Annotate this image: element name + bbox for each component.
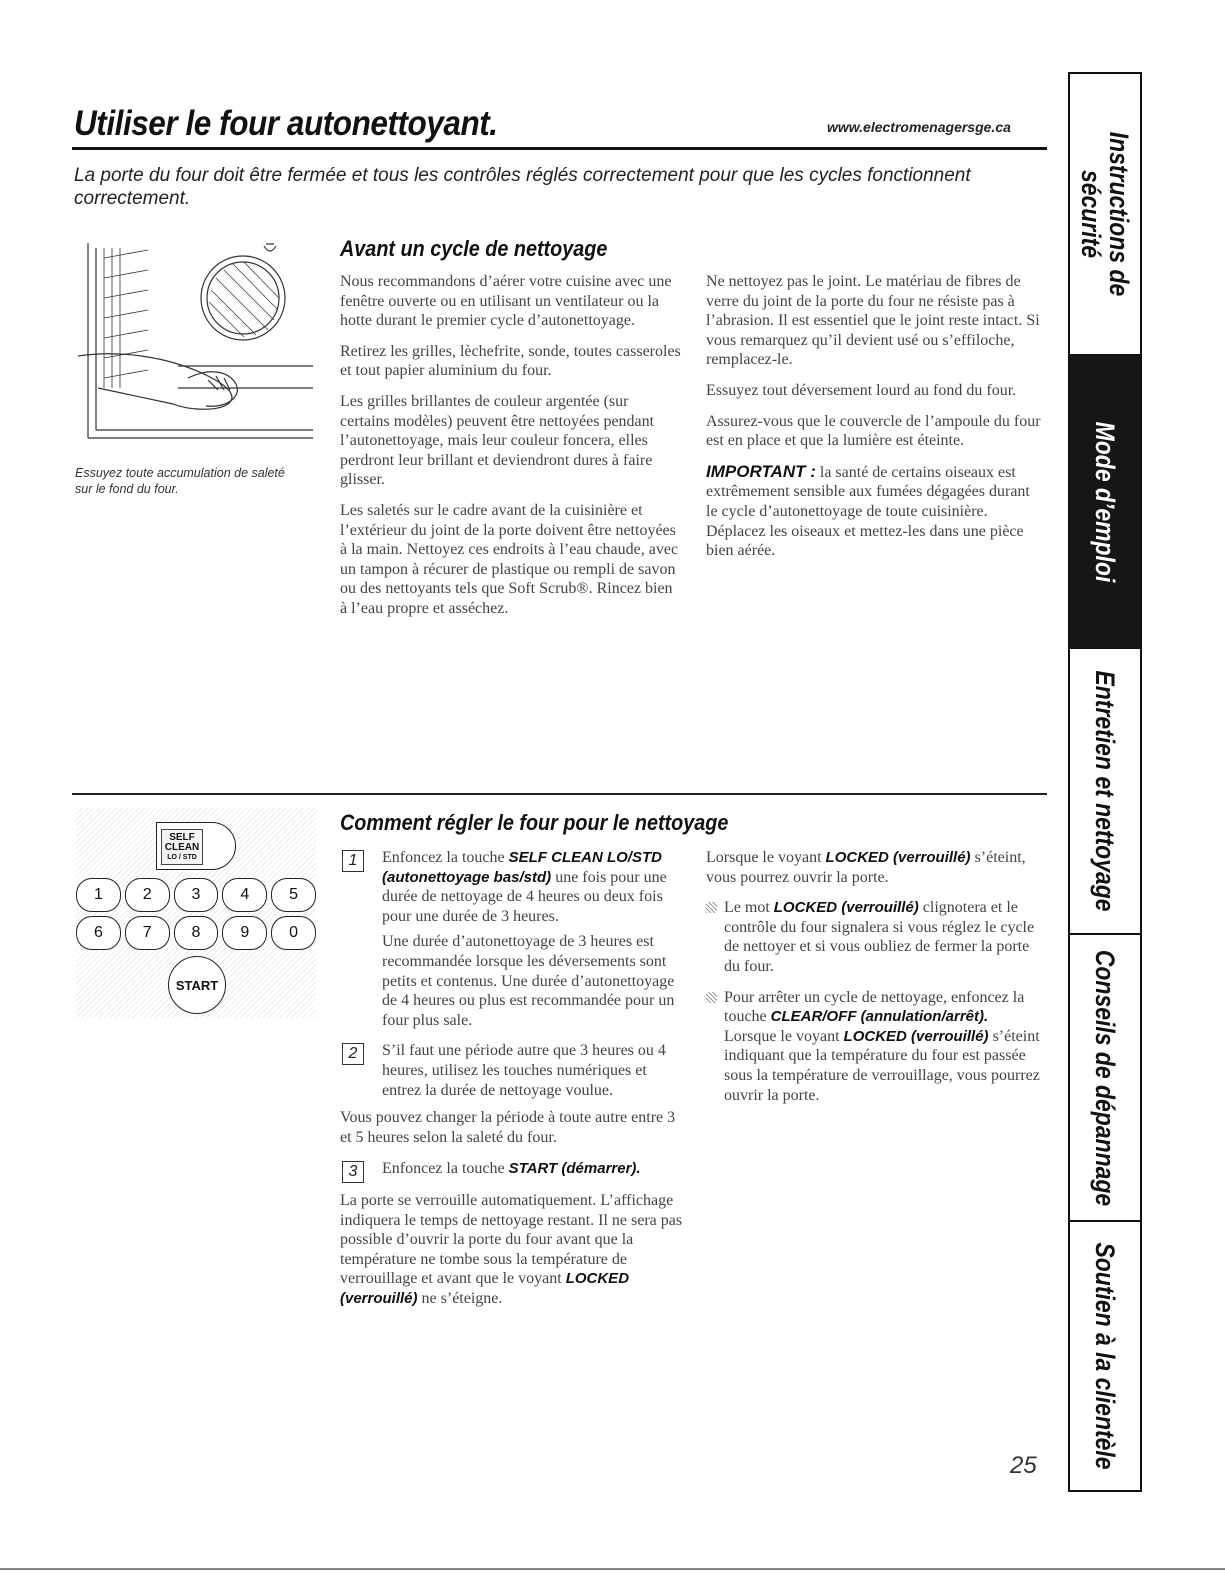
step-1: [340, 848, 685, 926]
tab-entretien-nettoyage[interactable]: [1070, 649, 1140, 935]
step-2: [340, 1041, 685, 1100]
paragraph: Nous recommandons d’aérer votre cuisine avec une fenêtre ouverte ou en utilisant un ventilateur ou la hotte durant le premier cycle d’autonettoyage.: [340, 273, 672, 330]
key-8[interactable]: 8: [174, 916, 219, 950]
start-key[interactable]: START: [168, 956, 226, 1014]
bullet-text: Lorsque le voyant: [724, 1027, 840, 1045]
tab-mode-emploi[interactable]: [1070, 356, 1140, 649]
key-4[interactable]: 4: [222, 878, 267, 912]
key-0[interactable]: 0: [271, 916, 316, 950]
tab-label: Instructions de sécurité: [1076, 131, 1134, 297]
section-heading-before-cleaning: Avant un cycle de nettoyage: [340, 236, 608, 261]
paragraph-text: ne s’éteigne.: [421, 1289, 503, 1307]
self-clean-line2: CLEAN: [164, 842, 200, 853]
keypad-illustration: [76, 808, 316, 1018]
tab-label: Mode d’emploi: [1090, 421, 1120, 582]
keypad-row-1: [76, 878, 316, 912]
step-text: une fois pour une durée de nettoyage de 4 heures ou deux fois pour une durée de 3 heures.: [382, 868, 667, 925]
key-1[interactable]: 1: [76, 878, 121, 912]
bullet-text: Pour arrêter un cycle de nettoyage, enfoncez la touche: [724, 988, 1025, 1026]
locked-keyword: LOCKED (verrouillé): [843, 1027, 989, 1045]
paragraph-text: s’éteint, vous pourrez ouvrir la porte.: [706, 849, 1026, 886]
step-3: [340, 1159, 685, 1179]
paragraph-text: La porte se verrouille automatiquement. L’affichage indiquera le temps de nettoyage restant. Il ne sera pas possible d’ouvrir la porte du four avant que la température ne tombe sous la température de verrouillage et avant que le voyant: [340, 1191, 683, 1288]
locked-keyword: LOCKED (verrouillé): [340, 1270, 630, 1307]
keypad-row-2: [76, 916, 316, 950]
tab-label: Conseils de dépannage: [1090, 949, 1120, 1206]
page-title: Utiliser le four autonettoyant.: [74, 104, 498, 143]
section1-column-left: [340, 272, 682, 630]
paragraph: Vous pouvez changer la période à toute autre entre 3 et 5 heures selon la saleté du four.: [340, 1109, 676, 1146]
section-sidebar: [1068, 72, 1142, 1492]
paragraph: [340, 1191, 685, 1309]
step-text: Enfoncez la touche: [382, 849, 505, 866]
paragraph: [706, 848, 1041, 887]
key-6[interactable]: 6: [76, 916, 121, 950]
paragraph: Les saletés sur le cadre avant de la cuisinière et l’extérieur du joint de la porte doivent être nettoyées à la main. Nettoyez ces endroits à l’eau chaude, avec un tampon à récurer de plastique ou rempli de savon ou des nettoyants tels que Soft Scrub®. Rincez bien à l’eau propre et asséchez.: [340, 501, 679, 617]
important-note: [706, 462, 1044, 561]
page-number: 25: [1010, 1452, 1037, 1479]
step-number: 2: [342, 1043, 364, 1065]
step-text: S’il faut une période autre que 3 heures ou 4 heures, utilisez les touches numériques et entrez la durée de nettoyage voulue.: [382, 1042, 666, 1099]
paragraph: Les grilles brillantes de couleur argentée (sur certains modèles) peuvent être nettoyées pendant l’autonettoyage, mais leur couleur foncera, elles perdront leur brillant et deviendront dures à faire glisser.: [340, 392, 655, 489]
oven-cleaning-drawing: [78, 238, 318, 458]
section-heading-how-to-set: Comment régler le four pour le nettoyage: [340, 810, 729, 835]
bullet-text: Le mot: [724, 899, 770, 917]
clear-off-keyword: CLEAR/OFF (annulation/arrêt).: [770, 1008, 989, 1026]
header-rule: [72, 147, 1047, 150]
self-clean-keyword: SELF CLEAN LO/STD (autonettoyage bas/std): [382, 849, 662, 886]
locked-keyword: LOCKED (verrouillé): [825, 849, 971, 866]
key-5[interactable]: 5: [271, 878, 316, 912]
section1-column-right: [706, 272, 1044, 572]
tab-label: Soutien à la clientèle: [1090, 1242, 1120, 1470]
tab-instructions-securite[interactable]: [1070, 74, 1140, 356]
key-7[interactable]: 7: [125, 916, 170, 950]
paragraph: Assurez-vous que le couvercle de l’ampoule du four est en place et que la lumière est éteinte.: [706, 412, 1041, 450]
scan-edge: [0, 1568, 1225, 1570]
locked-keyword: LOCKED (verrouillé): [773, 899, 919, 917]
step-1-note: [340, 932, 685, 1030]
key-3[interactable]: 3: [174, 878, 219, 912]
key-2[interactable]: 2: [125, 878, 170, 912]
paragraph: Retirez les grilles, lèchefrite, sonde, toutes casseroles et tout papier aluminium du four.: [340, 342, 681, 380]
self-clean-line3: LO / STD: [167, 854, 197, 861]
section2-column-left: [340, 848, 685, 1308]
figure-caption: Essuyez toute accumulation de saleté sur le fond du four.: [75, 466, 285, 496]
paragraph: Ne nettoyez pas le joint. Le matériau de fibres de verre du joint de la porte du four ne résiste pas à l’abrasion. Il est essentiel que le joint reste intact. Si vous remarquez qu’il devient usé ou s’effiloche, remplacez-le.: [706, 273, 1040, 369]
note-icon: [706, 992, 717, 1003]
paragraph-text: Lorsque le voyant: [706, 849, 822, 866]
note-bullet: [706, 988, 1041, 1106]
self-clean-key[interactable]: [156, 822, 236, 870]
self-clean-line1: SELF: [169, 832, 195, 843]
note-icon: [706, 902, 717, 913]
paragraph: Essuyez tout déversement lourd au fond du four.: [706, 381, 1017, 399]
section2-column-right: [706, 848, 1041, 1105]
bullet-text: s’éteint indiquant que la température du four est passée sous la température de verrouillage, vous pourrez ouvrir la porte.: [724, 1027, 1040, 1104]
important-text: la santé de certains oiseaux est extrêmement sensible aux fumées dégagées durant le cycle d’autonettoyage de toute cuisinière. Déplacez les oiseaux et mettez-les dans une pièce bien aérée.: [706, 463, 1030, 560]
section-divider: [72, 793, 1047, 795]
step-text: Enfoncez la touche: [382, 1160, 505, 1178]
step-text: Une durée d’autonettoyage de 3 heures est recommandée lorsque les déversements sont petits et contenus. Une durée d’autonettoyage de 4 heures ou plus est recommandée pour un four plus sale.: [382, 933, 675, 1029]
tab-conseils-depannage[interactable]: [1070, 935, 1140, 1222]
note-bullet: [706, 898, 1041, 976]
website-url[interactable]: www.electromenagersge.ca: [827, 119, 1011, 135]
start-keyword: START (démarrer).: [508, 1160, 641, 1178]
key-9[interactable]: 9: [222, 916, 267, 950]
tab-label: Entretien et nettoyage: [1090, 670, 1120, 912]
intro-text: La porte du four doit être fermée et tous les contrôles réglés correctement pour que les cycles fonctionnent correctement.: [74, 165, 971, 209]
important-label: IMPORTANT :: [706, 461, 816, 481]
bullet-text: clignotera et le contrôle du four signalera si vous réglez le cycle de nettoyer et si vous oubliez de fermer la porte du four.: [724, 899, 1035, 975]
step-number: 1: [342, 850, 364, 872]
step-number: 3: [342, 1161, 364, 1183]
oven-illustration: [78, 238, 318, 458]
tab-soutien-clientele[interactable]: [1070, 1222, 1140, 1490]
